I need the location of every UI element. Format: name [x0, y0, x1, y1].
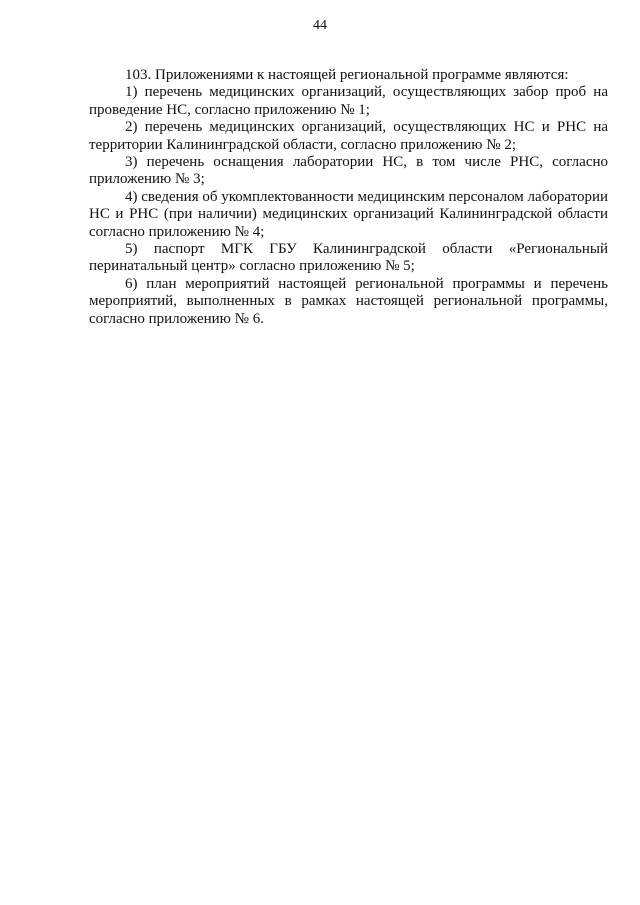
- document-body: [89, 67, 608, 328]
- list-item-3: 3) перечень оснащения лаборатории НС, в том числе РНС, согласно приложению № 3;: [89, 154, 608, 188]
- list-item-2: 2) перечень медицинских организаций, осуществляющих НС и РНС на территории Калининградской области, согласно приложению № 2;: [89, 119, 608, 153]
- list-item-1: 1) перечень медицинских организаций, осуществляющих забор проб на проведение НС, согласно приложению № 1;: [89, 84, 608, 118]
- paragraph-intro: 103. Приложениями к настоящей региональной программе являются:: [125, 67, 569, 83]
- list-item-4: 4) сведения об укомплектованности медицинским персоналом лаборатории НС и РНС (при наличии) медицинских организаций Калининградской области согласно приложению № 4;: [89, 188, 609, 240]
- list-item-5: 5) паспорт МГК ГБУ Калининградской области «Региональный перинатальный центр» согласно приложению № 5;: [89, 241, 608, 275]
- page-number: 44: [313, 18, 327, 33]
- list-item-6: 6) план мероприятий настоящей региональной программы и перечень мероприятий, выполненных в рамках настоящей региональной программы, согласно приложению № 6.: [89, 275, 608, 327]
